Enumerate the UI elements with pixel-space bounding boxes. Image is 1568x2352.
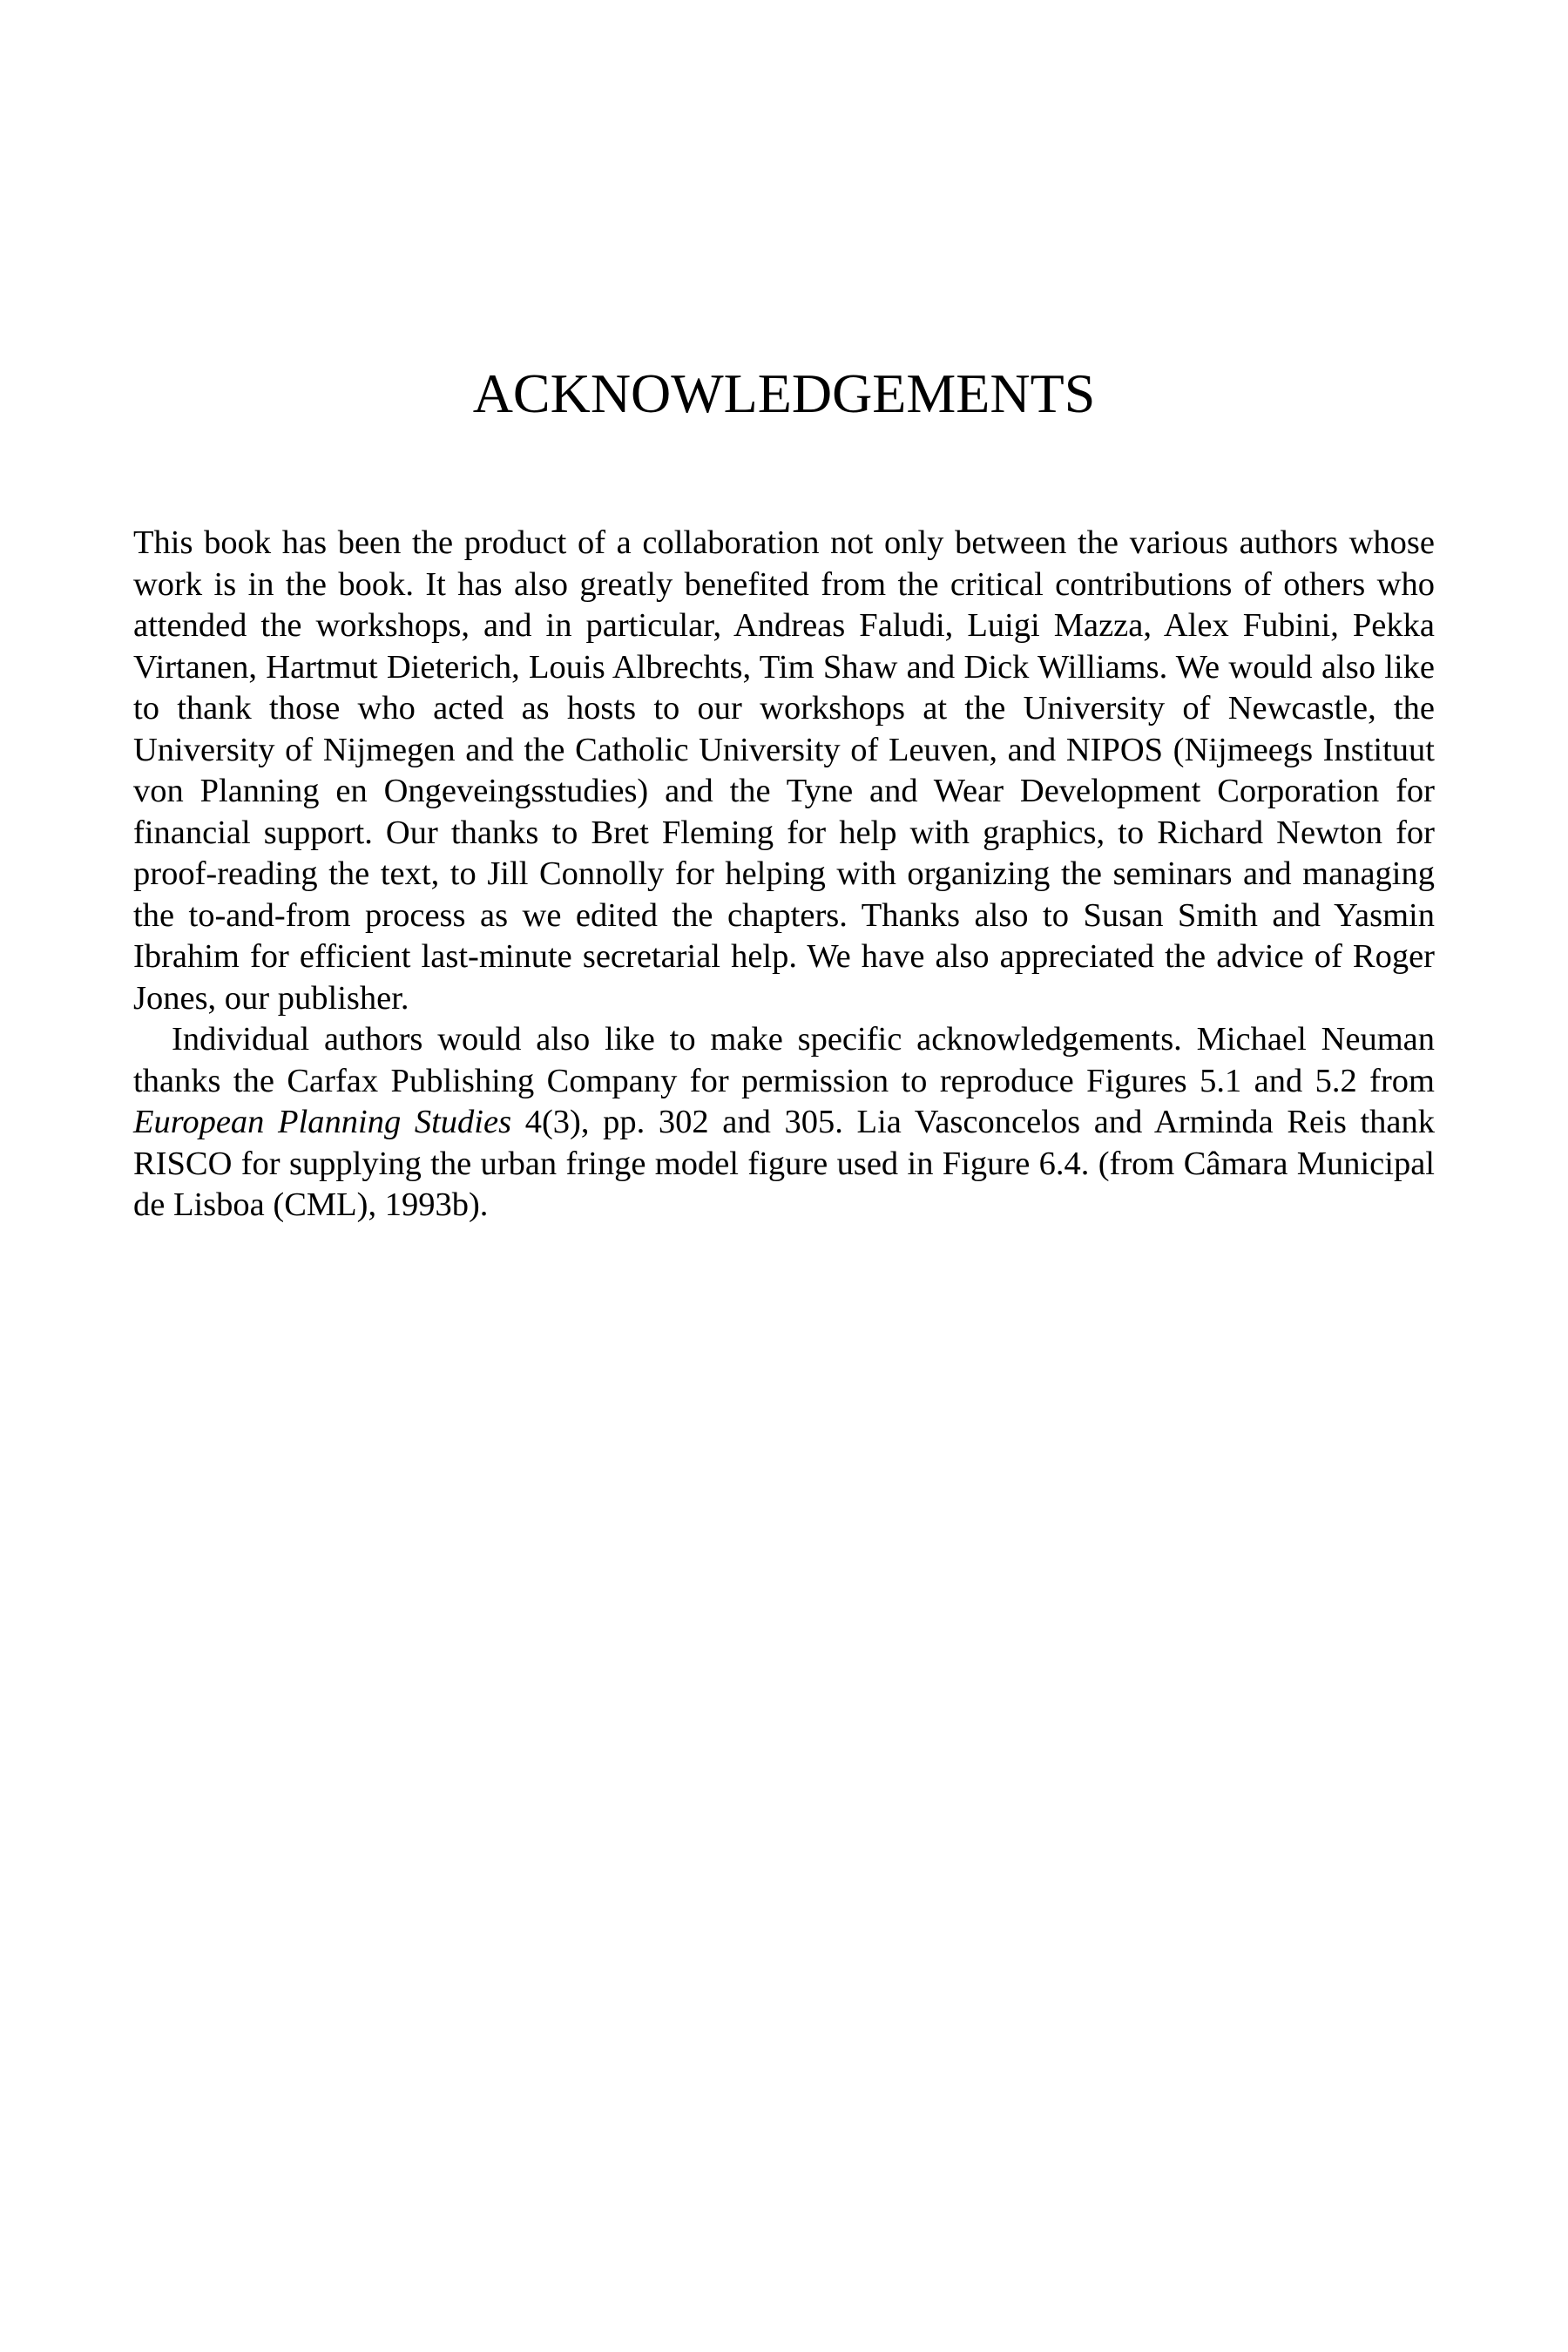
paragraph-text-part: 4(3), pp. 302 and 305. Lia Vasconcelos and Arminda Reis thank RISCO for supplying the urban fringe model figure used in Figure 6.4. (from Câmara Municipal de Lisboa (CML), 1993b). <box>133 1104 1435 1223</box>
journal-title: European Planning Studies <box>133 1104 512 1140</box>
paragraph-general-thanks: This book has been the product of a collaboration not only between the various authors whose work is in the book. It has also greatly benefited from the critical contributions of others who attended the workshops, and in particular, Andreas Faludi, Luigi Mazza, Alex Fubini, Pekka Virtanen, Hartmut Dieterich, Louis Albrechts, Tim Shaw and Dick Williams. We would also like to thank those who acted as hosts to our workshops at the University of Newcastle, the University of Nijmegen and the Catholic University of Leuven, and NIPOS (Nijmeegs Instituut von Planning en Ongeveingsstudies) and the Tyne and Wear Development Corporation for financial support. Our thanks to Bret Fleming for help with graphics, to Richard Newton for proof-reading the text, to Jill Connolly for helping with organizing the seminars and managing the to-and-from process as we edited the chapters. Thanks also to Susan Smith and Yasmin Ibrahim for efficient last-minute secretarial help. We have also appreciated the advice of Roger Jones, our publisher. <box>133 524 1435 1017</box>
paragraph-individual-thanks <box>133 1019 1435 1227</box>
page-title: ACKNOWLEDGEMENTS <box>472 362 1096 424</box>
acknowledgements-body <box>133 523 1435 1227</box>
paragraph-text-part: Individual authors would also like to make specific acknowledgements. Michael Neuman thanks the Carfax Publishing Company for permission to reproduce Figures 5.1 and 5.2 from <box>133 1021 1435 1099</box>
